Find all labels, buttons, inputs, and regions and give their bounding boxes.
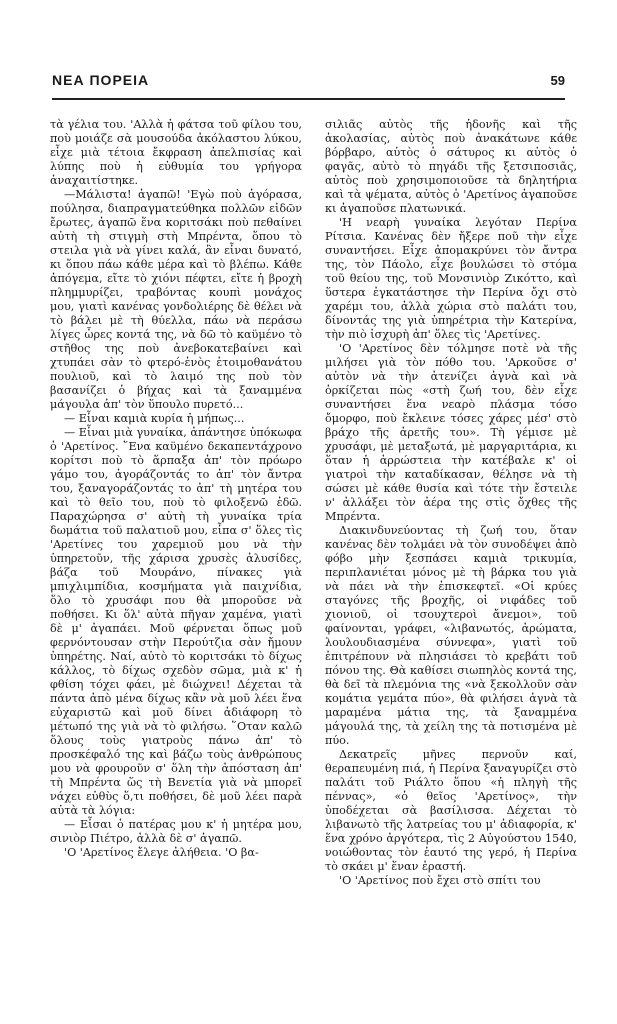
- paragraph: 'Ο 'Αρετίνος ποὺ ἔχει στὸ σπίτι του: [339, 874, 541, 887]
- paragraph: σιλιᾶς αὐτὸς τῆς ἡδονῆς καὶ τῆς ἀκολασίας, αὐτὸς ποὺ ἀνακάτωνε κάθε βόρβαρο, αὐτὸς ὁ σάτυρος κι αὐτὸς ὁ φαγᾶς, αὐτὸ τὸ πηγάδι τῆς ξετσιποσιᾶς, αὐτὸς ποὺ χρησιμοποιοῦσε τὰ δηλητήρια καὶ τὰ ψέματα, αὐτὸς ὁ 'Αρετίνος ἀγαποῦσε κι ἀγαποῦσε πλατωνικά.: [325, 118, 577, 215]
- right-column: [325, 118, 577, 888]
- running-header: [52, 68, 565, 88]
- paragraph: 'Η νεαρὴ γυναίκα λεγόταν Περίνα Ρίτσια. Κανένας δὲν ἤξερε ποῦ τὴν εἶχε συναντήσει. Εἶχε ἀπομακρύνει τὸν ἄντρα της, τὸν Πάολο, εἶχε βουλώσει τὸ στόμα τοῦ θείου της, τοῦ Μονσινιὸρ Ζικόττο, καὶ ὕστερα ἐγκατάστησε τὴν Περίνα ὄχι στὸ χαρέμι του, ἀλλὰ χώρια στὸ παλάτι του, δίνοντάς της γιὰ ὑπηρέτρια τὴν Κατερίνα, τὴν πιὸ ἰσχυρὴ ἀπ' ὅλες τὶς 'Αρετίνες.: [325, 216, 577, 341]
- paragraph: —Μάλιστα! ἀγαπῶ! 'Εγὼ ποὺ ἀγόρασα, πούλησα, διαπραγματεύθηκα πολλῶν εἰδῶν ἔρωτες, ἀγαπῶ ἕνα κοριτσάκι ποὺ πεθαίνει αὐτὴ τὴ στιγμὴ στὴ Μπρέντα, ὅπου τὸ στειλα γιὰ νὰ γίνει καλά, ἂν εἶναι δυνατό, κι ὅπου πάω κάθε μέρα καὶ τὸ βλέπω. Κάθε ἀπόγεμα, εἴτε τὸ χιόνι πέφτει, εἴτε ἡ βροχὴ πλημμυρίζει, τραβόντας κουπὶ μονάχος μου, γιατὶ κανένας γονδολιέρης δὲ θέλει νὰ τὸ βάλει μὲ τὴ θύελλα, πάω νὰ περάσω λίγες ὧρες κοντά της, νὰ δῶ τὸ καϋμένο τὸ στῆθος της ποὺ ἀνεβοκατεβαίνει καὶ χτυπάει σὰν τὸ φτερό-ἐνὸς ἑτοιμοθανάτου πουλιοῦ, καὶ τὸ λαιμό της ποὺ τὸν βασανίζει ὁ βήχας καὶ τὰ ξαναμμένα μάγουλα ἀπ' τὸν ὕπουλο πυρετό...: [50, 188, 302, 411]
- paragraph: Διακινδυνεύοντας τὴ ζωή του, ὅταν κανένας δὲν τολμάει νὰ τὸν συνοδέψει ἀπὸ φόβο μὴν ξεσπάσει καμιὰ τρικυμία, περιπλανιέται μόνος μὲ τὴ βάρκα του γιὰ νὰ πάει νὰ τὴν ἐπισκεφτεῖ. «Οἱ κρύες σταγόνες τῆς βροχῆς, οἱ νιφάδες τοῦ χιονιοῦ, οἱ τσουχτεροὶ ἄνεμοι», τοῦ φαίνονται, γράφει, «λιβανωτός, ἀρώματα, λουλουδιασμένα σύννεφα», γιατὶ τοῦ ἐπιτρέπουν νὰ πλησιάσει τὸ κρεβάτι τοῦ πόνου της. Θὰ καθίσει σιωπηλὸς κοντά της, θὰ δεῖ τὰ πλεμόνια της «νὰ ξεκολλοῦν σὰν κομάτια γεμάτα πύο», θὰ φιλήσει ἁγνὰ τὰ μαραμένα μάτια της, τὰ ξαναμμένα μάγουλά της, τὰ χείλη της τὰ ποτισμένα μὲ πύο.: [325, 524, 577, 747]
- paragraph: — Εἶσαι ὁ πατέρας μου κ' ἡ μητέρα μου, σινιὸρ Πιέτρο, ἀλλὰ δὲ σ' ἀγαπῶ.: [50, 818, 302, 845]
- paragraph: 'Ο 'Αρετίνος δὲν τόλμησε ποτὲ νὰ τῆς μιλήσει γιὰ τὸν πόθο του. 'Αρκοῦσε σ' αὐτὸν νὰ τὴν ἀτενίζει ἁγνὰ καὶ νὰ ὁρκίζεται πὼς «στὴ ζωή του, δὲν εἶχε συναντήσει ἕνα νεαρὸ πλάσμα τόσο ὄμορφο, ποὺ ἔκλεινε τόσες χάρες μέσ' στὸ βράχο τῆς ἀρετῆς του». Τὴ γέμισε μὲ χρυσάφι, μὲ μεταξωτά, μὲ μαργαριτάρια, κι ὅταν ἡ ἀρρώστεια τὴν κατέβαλε κ' οἱ γιατροὶ τὴν καταδίκασαν, θέλησε νὰ τὴ σώσει μὲ κάθε θυσία καὶ τότε τὴν ἔστειλε ν' ἀλλάξει τὸν ἀέρα της στὶς ὄχθες τῆς Μπρέντα.: [325, 342, 577, 523]
- left-column: [50, 118, 302, 860]
- paragraph: 'Ο 'Αρετίνος ἔλεγε ἀλήθεια. 'Ο βα-: [64, 846, 259, 859]
- journal-title: ΝΕΑ ΠΟΡΕΙΑ: [52, 72, 150, 88]
- page-number: 59: [550, 73, 565, 88]
- paragraph: Δεκατρεῖς μῆνες περνοῦν καί, θεραπευμένη πιά, ἡ Περίνα ξαναγυρίζει στὸ παλάτι τοῦ Ριάλτο ὅπου «ἡ πληγὴ τῆς πέννας», «ὁ θεῖος 'Αρετίνος», τὴν ὑποδέχεται σὰ βασίλισσα. Δέχεται τὸ λιβανωτὸ τῆς λατρείας του μ' ἀδιαφορία, κ' ἕνα χρόνο ἀργότερα, τὶς 2 Αὐγούστου 1540, νοιώθοντας τὸν ἑαυτό της γερό, ἡ Περίνα τὸ σκάει μ' ἕναν ἐραστή.: [325, 748, 577, 873]
- header-rule: [52, 98, 565, 100]
- paragraph: — Εἶναι μιὰ γυναίκα, ἀπάντησε ὑπόκωφα ὁ 'Αρετίνος. ῞Ενα καϋμένο δεκαπεντάχρονο κορίτσι ποὺ τὸ ἅρπαξα ἀπ' τὸν πρόωρο γάμο του, ἀγοράζοντάς το ἀπ' τὸν ἄντρα του, ξαναγοράζοντάς το ἀπ' τὴ μητέρα του καὶ τὸ θεῖο του, ποὺ τὸ φιλοξενῶ ἐδῶ. Παραχώρησα σ' αὐτὴ τὴ γυναίκα τρία δωμάτια τοῦ παλατιοῦ μου, εἶπα σ' ὅλες τὶς 'Αρετίνες του χαρεμιοῦ μου νὰ τὴν ὑπηρετοῦν, τῆς χάρισα χρυσὲς ἀλυσίδες, βάζα τοῦ Μουράνο, πίνακες γιὰ μπιχλιμπίδια, κοσμήματα γιὰ παιχνίδια, ὅλο τὸ χρυσάφι που θὰ μποροῦσε νὰ ποθήσει. Κι ὅλ' αὐτὰ πῆγαν χαμένα, γιατὶ δὲ μ' ἀγαπάει. Μοῦ φέρνεται ὅπως μοῦ φερνόντουσαν στὴν Περούτζια σὰν ἤμουν ὑπηρέτης. Ναί, αὐτὸ τὸ κοριτσάκι τὸ δίχως κάλλος, τὸ δίχως σχεδὸν σῶμα, μιὰ κ' ἡ φθίση τόχει φάει, μὲ διώχνει! Δέχεται τὰ πάντα ἀπὸ μένα δίχως κἂν νὰ μοῦ λέει ἕνα εὐχαριστῶ καὶ μοῦ δίνει ἀδιάφορη τὸ μέτωπό της γιὰ νὰ τὸ φιλήσω. ῞Οταν καλῶ ὅλους τοὺς γιατροὺς πάνω ἀπ' τὸ προσκέφαλό της καὶ βάζω τοὺς ἀνθρώπους μου νὰ φρουροῦν σ' ὅλη τὴν ἀπόσταση ἀπ' τὴ Μπρέντα ὥς τὴ Βενετία γιὰ νὰ μπορεῖ νάχει εὐθὺς ὅ,τι ποθήσει, δὲ μοῦ λέει παρὰ αὐτὰ τὰ λόγια:: [50, 426, 302, 817]
- paragraph: — Εἶναι καμιὰ κυρία ἡ μήπως...: [64, 412, 245, 425]
- paragraph: τὰ γέλια του. 'Αλλὰ ἡ φάτσα τοῦ φίλου του, ποὺ μοιάζε σὰ μουσούδα ἀκόλαστου λύκου, εἶχε μιὰ τέτοια ἔκφραση ἀπελπισίας καὶ λύπης ποὺ ἡ εὐθυμία του γρήγορα ἀναχαιτίστηκε.: [50, 118, 302, 187]
